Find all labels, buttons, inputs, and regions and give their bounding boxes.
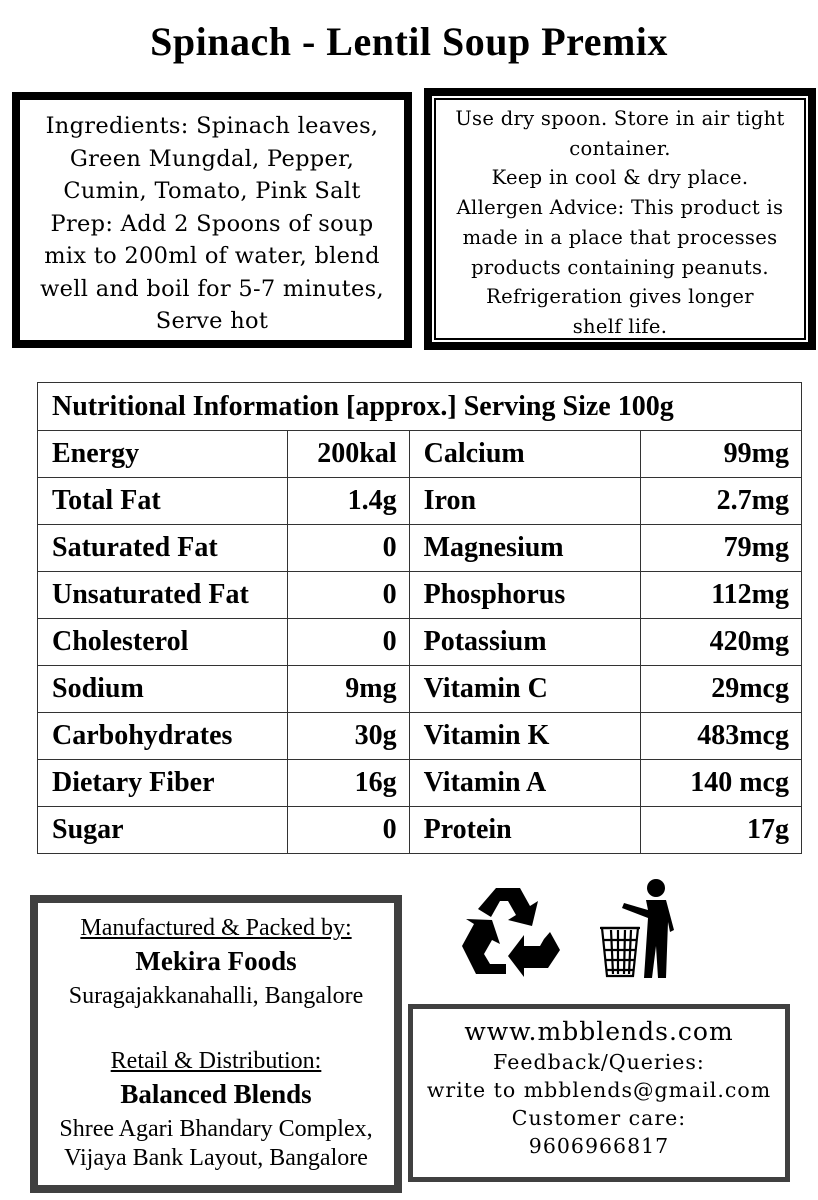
product-title: Spinach - Lentil Soup Premix: [150, 19, 668, 64]
nutrient-value: 9mg: [287, 666, 409, 713]
prep-line: Prep: Add 2 Spoons of soup: [50, 210, 374, 237]
nutrition-row: [38, 619, 802, 666]
nutrient-value: 0: [287, 619, 409, 666]
storage-line: container.: [569, 136, 671, 160]
ingredients-line: Ingredients: Spinach leaves,: [45, 113, 379, 139]
refrigeration-line: Refrigeration gives longer: [486, 285, 754, 309]
manufacturer-heading: Manufactured & Packed by:: [80, 915, 352, 941]
nutrient-name: Total Fat: [38, 478, 288, 525]
nutrient-name: Cholesterol: [38, 619, 288, 666]
nutrient-name: Iron: [409, 478, 641, 525]
allergen-line: products containing peanuts.: [471, 255, 769, 279]
nutrient-name: Vitamin K: [409, 713, 641, 760]
nutrition-row: [38, 431, 802, 478]
nutrient-value: 140 mcg: [641, 760, 802, 807]
nutrient-name: Carbohydrates: [38, 713, 288, 760]
prep-line: mix to 200ml of water, blend: [44, 243, 380, 269]
allergen-line: Allergen Advice: This product is: [456, 196, 784, 220]
prep-line: Serve hot: [155, 308, 269, 334]
nutrition-row: [38, 666, 802, 713]
nutrient-value: 0: [287, 525, 409, 572]
nutrition-table: [37, 382, 802, 854]
prep-line: well and boil for 5-7 minutes,: [40, 275, 384, 302]
nutrient-value: 0: [287, 572, 409, 619]
recycle-icon: [458, 880, 562, 980]
nutrition-row: [38, 713, 802, 760]
nutrition-row: [38, 525, 802, 572]
storage-box: [424, 88, 816, 350]
nutrient-name: Energy: [38, 431, 288, 478]
nutrition-row: [38, 478, 802, 525]
storage-line: Keep in cool & dry place.: [491, 166, 749, 190]
contact-box: [408, 1004, 790, 1182]
nutrient-value: 16g: [287, 760, 409, 807]
nutrient-value: 0: [287, 807, 409, 854]
nutrition-row: [38, 807, 802, 854]
email-line[interactable]: write to mbblends@gmail.com: [426, 1078, 772, 1102]
nutrition-row: [38, 760, 802, 807]
nutrient-name: Saturated Fat: [38, 525, 288, 572]
feedback-label: Feedback/Queries:: [493, 1050, 705, 1074]
distributor-address-line: Vijaya Bank Layout, Bangalore: [64, 1145, 368, 1171]
nutrient-name: Vitamin C: [409, 666, 641, 713]
nutrient-value: 420mg: [641, 619, 802, 666]
tidyman-bin-icon: [598, 878, 682, 980]
nutrition-header-row: [38, 383, 802, 431]
nutrient-name: Dietary Fiber: [38, 760, 288, 807]
nutrient-name: Sugar: [38, 807, 288, 854]
ingredients-line: Cumin, Tomato, Pink Salt: [63, 178, 361, 204]
nutrient-name: Unsaturated Fat: [38, 572, 288, 619]
nutrient-name: Sodium: [38, 666, 288, 713]
phone-number[interactable]: 9606966817: [528, 1134, 670, 1158]
nutrient-value: 1.4g: [287, 478, 409, 525]
nutrient-name: Protein: [409, 807, 641, 854]
manufacturer-name: Mekira Foods: [135, 946, 297, 976]
nutrient-name: Vitamin A: [409, 760, 641, 807]
nutrient-value: 483mcg: [641, 713, 802, 760]
nutrient-name: Calcium: [409, 431, 641, 478]
nutrient-name: Potassium: [409, 619, 641, 666]
nutrient-value: 79mg: [641, 525, 802, 572]
ingredients-box: [12, 92, 412, 348]
manufacturer-place: Suragajakkanahalli, Bangalore: [68, 983, 364, 1009]
nutrient-name: Magnesium: [409, 525, 641, 572]
nutrient-value: 200kal: [287, 431, 409, 478]
customer-care-label: Customer care:: [511, 1106, 687, 1130]
nutrient-value: 2.7mg: [641, 478, 802, 525]
website-link[interactable]: www.mbblends.com: [464, 1017, 734, 1046]
nutrition-header: Nutritional Information [approx.] Serving Size 100g: [38, 383, 802, 431]
nutrition-row: [38, 572, 802, 619]
nutrient-name: Phosphorus: [409, 572, 641, 619]
nutrient-value: 30g: [287, 713, 409, 760]
nutrient-value: 17g: [641, 807, 802, 854]
distribution-heading: Retail & Distribution:: [110, 1048, 322, 1074]
nutrient-value: 112mg: [641, 572, 802, 619]
nutrient-value: 99mg: [641, 431, 802, 478]
distributor-address-line: Shree Agari Bhandary Complex,: [59, 1116, 373, 1142]
refrigeration-line: shelf life.: [572, 314, 668, 338]
nutrient-value: 29mcg: [641, 666, 802, 713]
ingredients-line: Green Mungdal, Pepper,: [69, 145, 355, 172]
storage-line: Use dry spoon. Store in air tight: [455, 107, 785, 130]
allergen-line: made in a place that processes: [462, 225, 778, 249]
manufacturer-box: [30, 895, 402, 1193]
distributor-name: Balanced Blends: [120, 1079, 312, 1109]
